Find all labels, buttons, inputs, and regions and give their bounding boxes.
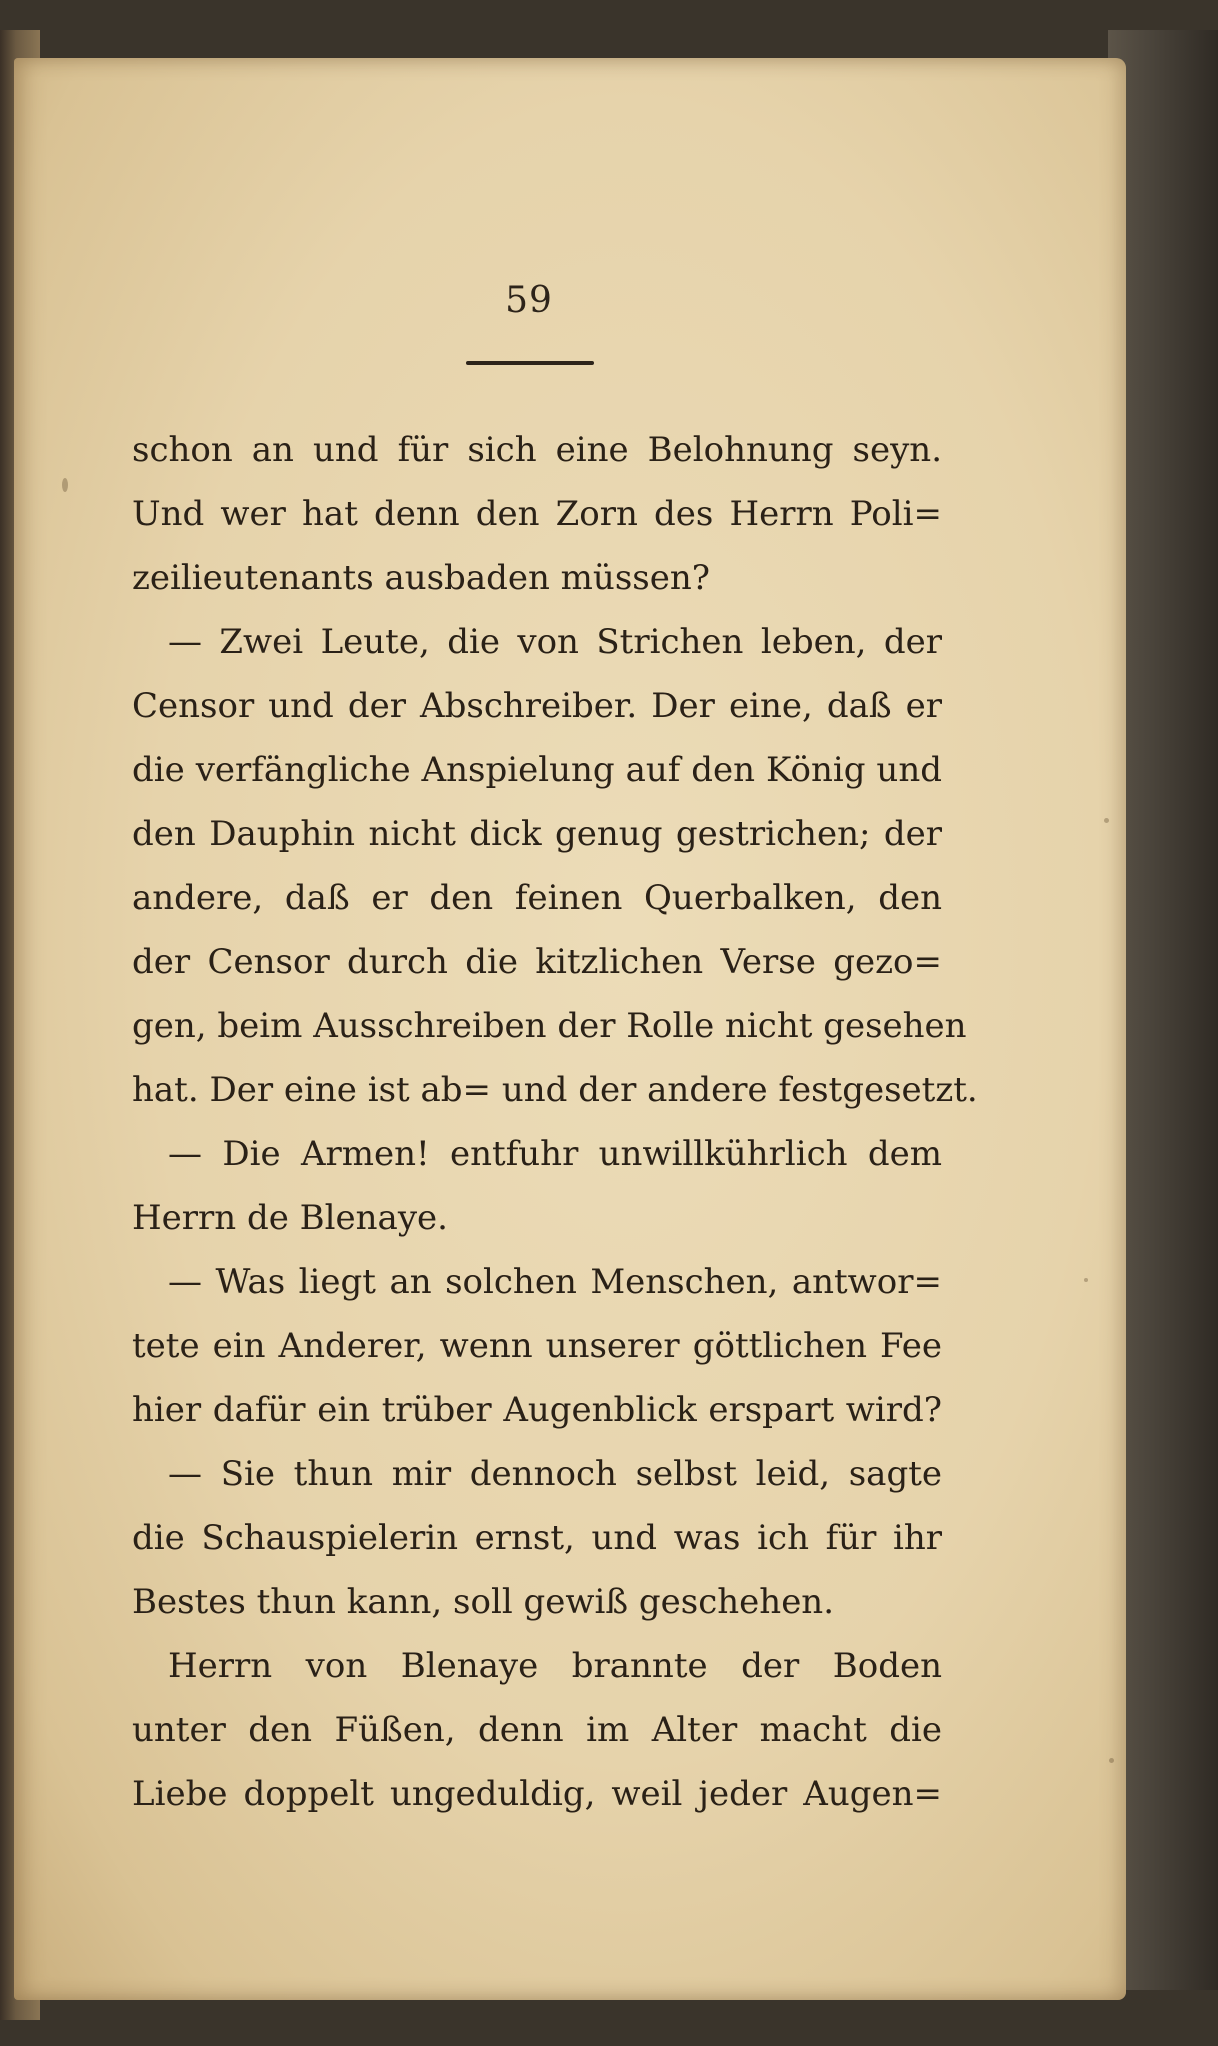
text-line: die Schauspielerin ernst, und was ich für ihr [132,1518,942,1558]
text-line: andere, daß er den feinen Querbalken, den [132,878,942,918]
page-sheet [14,58,1126,2000]
text-line: Bestes thun kann, soll gewiß geschehen. [132,1582,835,1622]
text-line: gen, beim Ausschreiben der Rolle nicht gesehen [132,1006,967,1046]
text-line: Herrn von Blenaye brannte der Boden [168,1646,942,1686]
text-line: die verfängliche Anspielung auf den König und [132,750,942,790]
paper-speck [62,478,68,492]
text-line: Herrn de Blenaye. [132,1198,448,1238]
text-line: schon an und für sich eine Belohnung seyn. [132,430,942,470]
header-rule [466,361,594,365]
text-line: der Censor durch die kitzlichen Verse gezo= [132,942,942,982]
text-line: zeilieutenants ausbaden müssen? [132,558,710,598]
text-line: Und wer hat denn den Zorn des Herrn Poli= [132,494,942,534]
text-line: den Dauphin nicht dick genug gestrichen; der [132,814,942,854]
text-line: hier dafür ein trüber Augenblick erspart wird? [132,1390,942,1430]
text-line: tete ein Anderer, wenn unserer göttlichen Fee [132,1326,942,1366]
paper-speck [1109,1758,1114,1763]
text-line: Censor und der Abschreiber. Der eine, daß er [132,686,942,726]
paper-speck [1104,818,1109,823]
text-line: unter den Füßen, denn im Alter macht die [132,1710,942,1750]
paper-speck [1084,1278,1088,1282]
body-text [132,418,978,1826]
page-number: 59 [505,280,553,321]
text-line: Liebe doppelt ungeduldig, weil jeder Augen= [132,1774,942,1814]
text-line: — Die Armen! entfuhr unwillkührlich dem [168,1134,942,1174]
text-line: — Sie thun mir dennoch selbst leid, sagte [168,1454,942,1494]
text-line: — Zwei Leute, die von Strichen leben, der [168,622,942,662]
text-line: hat. Der eine ist ab= und der andere festgesetzt. [132,1070,978,1110]
text-line: — Was liegt an solchen Menschen, antwor= [168,1262,942,1302]
